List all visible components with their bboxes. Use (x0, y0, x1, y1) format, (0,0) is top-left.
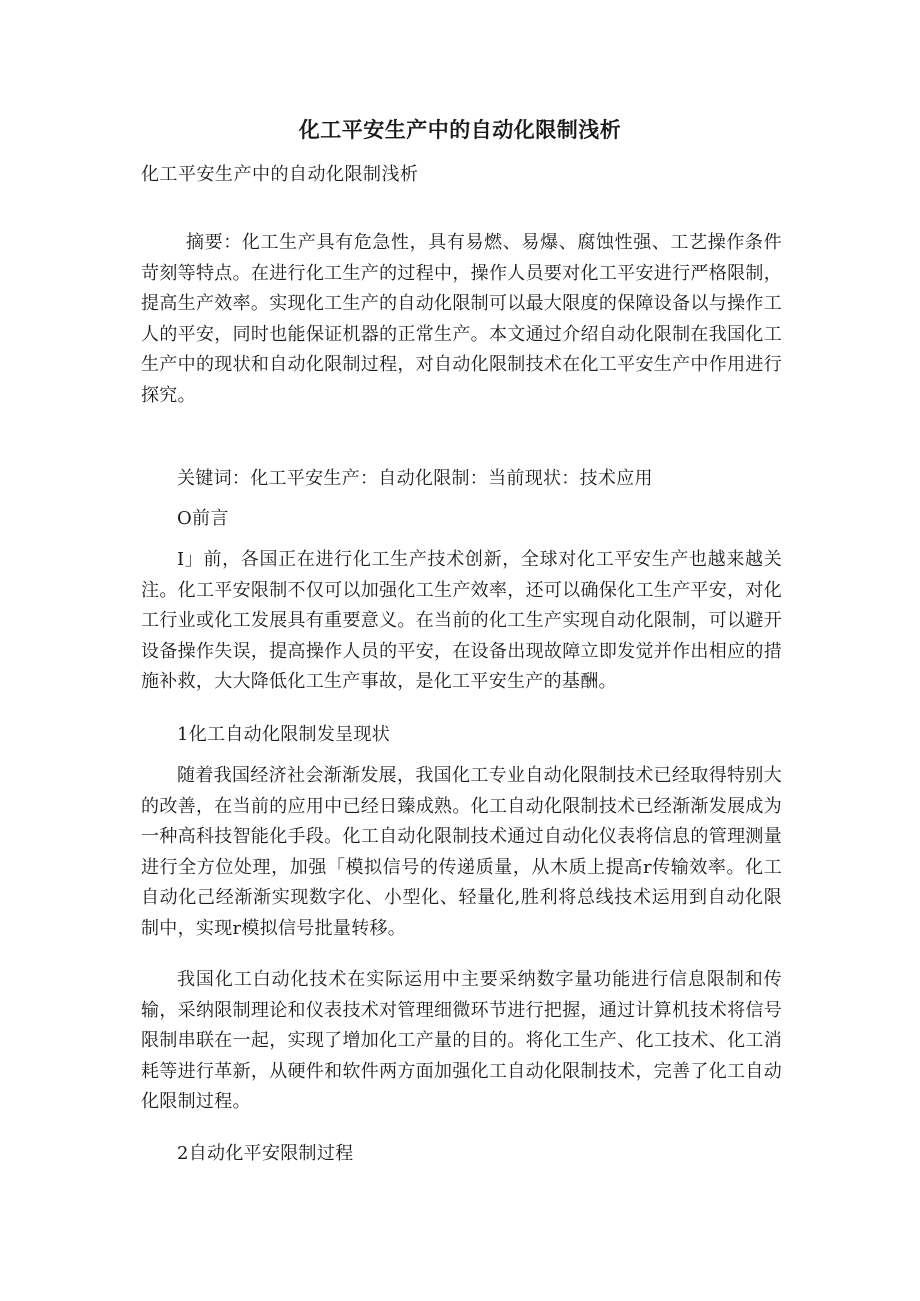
section-1-paragraph-2: 我国化工白动化技术在实际运用中主要采纳数字量功能进行信息限制和传输，采纳限制理论和仪表技术对管理细微环节进行把握，通过计算机技术将信号限制串联在一起，实现了增加化工产量的目的。将化工生产、化工技术、化工消耗等进行革新，从硬件和软件两方面加强化工自动化限制技术，完善了化工自动化限制过程。 (141, 969, 782, 1113)
keywords-line: 关键词：化工平安生产：自动化限制：当前现状：技术应用 (177, 468, 653, 489)
preface-paragraph: I」前，各国正在进行化工生产技术创新，全球对化工平安生产也越来越关注。化工平安限制不仅可以加强化工生产效率，还可以确保化工生产平安，对化工行业或化工发展具有重要意义。在当前的化工生产实现自动化限制，可以避开设备操作失误，提高操作人员的平安，在设备出现故障立即发觉并作出相应的措施补救，大大降低化工生产事故，是化工平安生产的基酬。 (141, 549, 782, 693)
preface-heading: O前言 (177, 508, 229, 529)
section-2-heading: 2自动化平安限制过程 (177, 1143, 354, 1164)
section-1-heading: 1化工自动化限制发呈现状 (177, 724, 391, 745)
document-title: 化工平安生产中的自动化限制浅析 (298, 118, 622, 142)
document-subtitle: 化工平安生产中的自动化限制浅析 (141, 164, 419, 185)
section-1-paragraph-1: 随着我国经济社会渐渐发展，我国化工专业自动化限制技术已经取得特别大的改善，在当前的应用中已经日臻成熟。化工自动化限制技术已经渐渐发展成为一种高科技智能化手段。化工自动化限制技术通过自动化仪表将信息的管理测量进行全方位处理，加强「模拟信号的传递质量，从木质上提高r传输效率。化工自动化己经渐渐实现数字化、小型化、轻量化,胜利将总线技术运用到自动化限制中，实现r模拟信号批量转移。 (141, 765, 782, 939)
abstract-paragraph: 摘要：化工生产具有危急性，具有易燃、易爆、腐蚀性强、工艺操作条件苛刻等特点。在进行化工生产的过程中，操作人员要对化工平安进行严格限制，提高生产效率。实现化工生产的自动化限制可以最大限度的保障设备以与操作工人的平安，同时也能保证机器的正常生产。本文通过介绍自动化限制在我国化工生产中的现状和自动化限制过程，对自动化限制技术在化工平安生产中作用进行探究。 (141, 232, 782, 406)
